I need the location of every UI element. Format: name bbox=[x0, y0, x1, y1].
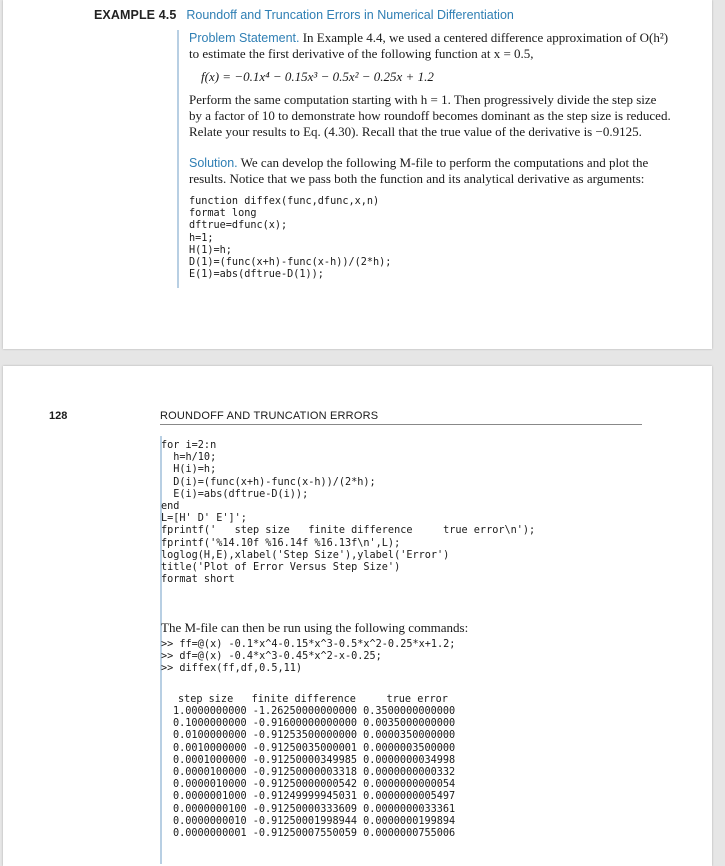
code-line: format long bbox=[189, 208, 257, 220]
running-head: ROUNDOFF AND TRUNCATION ERRORS bbox=[160, 410, 379, 422]
page-1 bbox=[3, 0, 712, 349]
output-row: 0.0000001000 -0.91249999945031 0.0000000005497 bbox=[173, 791, 456, 803]
output-header: step size finite difference true error bbox=[178, 694, 448, 705]
command-line: >> ff=@(x) -0.1*x^4-0.15*x^3-0.5*x^2-0.25*x+1.2; bbox=[161, 639, 456, 650]
output-row: 0.0000000010 -0.91250001998944 0.0000000199894 bbox=[173, 815, 456, 827]
solution-text: We can develop the following M-file to perform the computations and plot the results. Notice that we pass both the function and its analytical derivative as arguments: bbox=[189, 155, 649, 186]
output-table bbox=[173, 706, 455, 840]
output-row: 0.0001000000 -0.91250000349985 0.0000000034998 bbox=[173, 754, 456, 766]
command-line: >> diffex(ff,df,0.5,11) bbox=[161, 663, 303, 675]
solution-paragraph bbox=[189, 155, 671, 187]
code-line: format short bbox=[161, 574, 235, 586]
solution-label: Solution. bbox=[189, 156, 238, 170]
code-line: fprintf(' step size finite difference true error\n'); bbox=[161, 525, 536, 537]
output-row: 0.0010000000 -0.91250035000001 0.0000003500000 bbox=[173, 742, 456, 754]
code-line: function diffex(func,dfunc,x,n) bbox=[189, 196, 380, 207]
code-line: H(i)=h; bbox=[161, 464, 217, 476]
problem-text: In Example 4.4, we used a centered difference approximation of O(h²) to estimate the first derivative of the following function at x = 0.5, bbox=[189, 30, 669, 61]
example-sidebar-rule bbox=[177, 30, 179, 288]
problem-label: Problem Statement. bbox=[189, 31, 300, 45]
code-line: L=[H' D' E']'; bbox=[161, 513, 247, 525]
example-body bbox=[189, 30, 671, 281]
output-row: 0.0000000001 -0.91250007550059 0.0000000755006 bbox=[173, 828, 456, 840]
example-title: Roundoff and Truncation Errors in Numerical Differentiation bbox=[186, 8, 514, 22]
function-formula: f(x) = −0.1x⁴ − 0.15x³ − 0.5x² − 0.25x + 1.2 bbox=[201, 69, 434, 84]
code-line: h=1; bbox=[189, 232, 214, 244]
output-row: 0.0000100000 -0.91250000003318 0.0000000000332 bbox=[173, 767, 456, 779]
command-lines bbox=[161, 639, 455, 676]
output-row: 0.0100000000 -0.91253500000000 0.0000350000000 bbox=[173, 730, 456, 742]
code-line: h=h/10; bbox=[161, 452, 217, 464]
output-row: 0.0000000100 -0.91250000333609 0.0000000033361 bbox=[173, 803, 456, 815]
example-heading bbox=[94, 8, 514, 22]
output-row: 0.0000010000 -0.91250000000542 0.0000000000054 bbox=[173, 779, 456, 791]
code-line: E(i)=abs(dftrue-D(i)); bbox=[161, 488, 309, 500]
code-line: D(1)=(func(x+h)-func(x-h))/(2*h); bbox=[189, 257, 392, 269]
output-row: 0.1000000000 -0.91600000000000 0.0035000000000 bbox=[173, 718, 456, 730]
page-2 bbox=[3, 366, 712, 866]
mfile-code-part2 bbox=[161, 440, 535, 586]
output-row: 1.0000000000 -1.26250000000000 0.3500000000000 bbox=[173, 706, 456, 717]
mfile-code-part1 bbox=[189, 196, 671, 281]
code-line: loglog(H,E),xlabel('Step Size'),ylabel('Error') bbox=[161, 549, 450, 561]
code-line: H(1)=h; bbox=[189, 244, 232, 256]
page-number: 128 bbox=[49, 410, 68, 422]
example-label: EXAMPLE 4.5 bbox=[94, 8, 177, 22]
task-paragraph: Perform the same computation starting with h = 1. Then progressively divide the step size by a factor of 10 to demonstrate how roundoff becomes dominant as the step size is reduced. Relate your results to Eq. (4.30). Recall that the true value of the derivative is −0.9125. bbox=[189, 92, 671, 139]
code-line: E(1)=abs(dftrue-D(1)); bbox=[189, 269, 324, 281]
code-line: end bbox=[161, 501, 180, 513]
run-instructions: The M-file can then be run using the following commands: bbox=[161, 620, 469, 635]
code-line: for i=2:n bbox=[161, 440, 217, 451]
code-line: dftrue=dfunc(x); bbox=[189, 220, 288, 232]
command-line: >> df=@(x) -0.4*x^3-0.45*x^2-x-0.25; bbox=[161, 651, 382, 663]
problem-paragraph bbox=[189, 30, 671, 62]
code-line: title('Plot of Error Versus Step Size') bbox=[161, 562, 401, 574]
code-line: D(i)=(func(x+h)-func(x-h))/(2*h); bbox=[161, 476, 376, 488]
code-line: fprintf('%14.10f %16.14f %16.13f\n',L); bbox=[161, 537, 401, 549]
header-rule bbox=[160, 424, 642, 425]
